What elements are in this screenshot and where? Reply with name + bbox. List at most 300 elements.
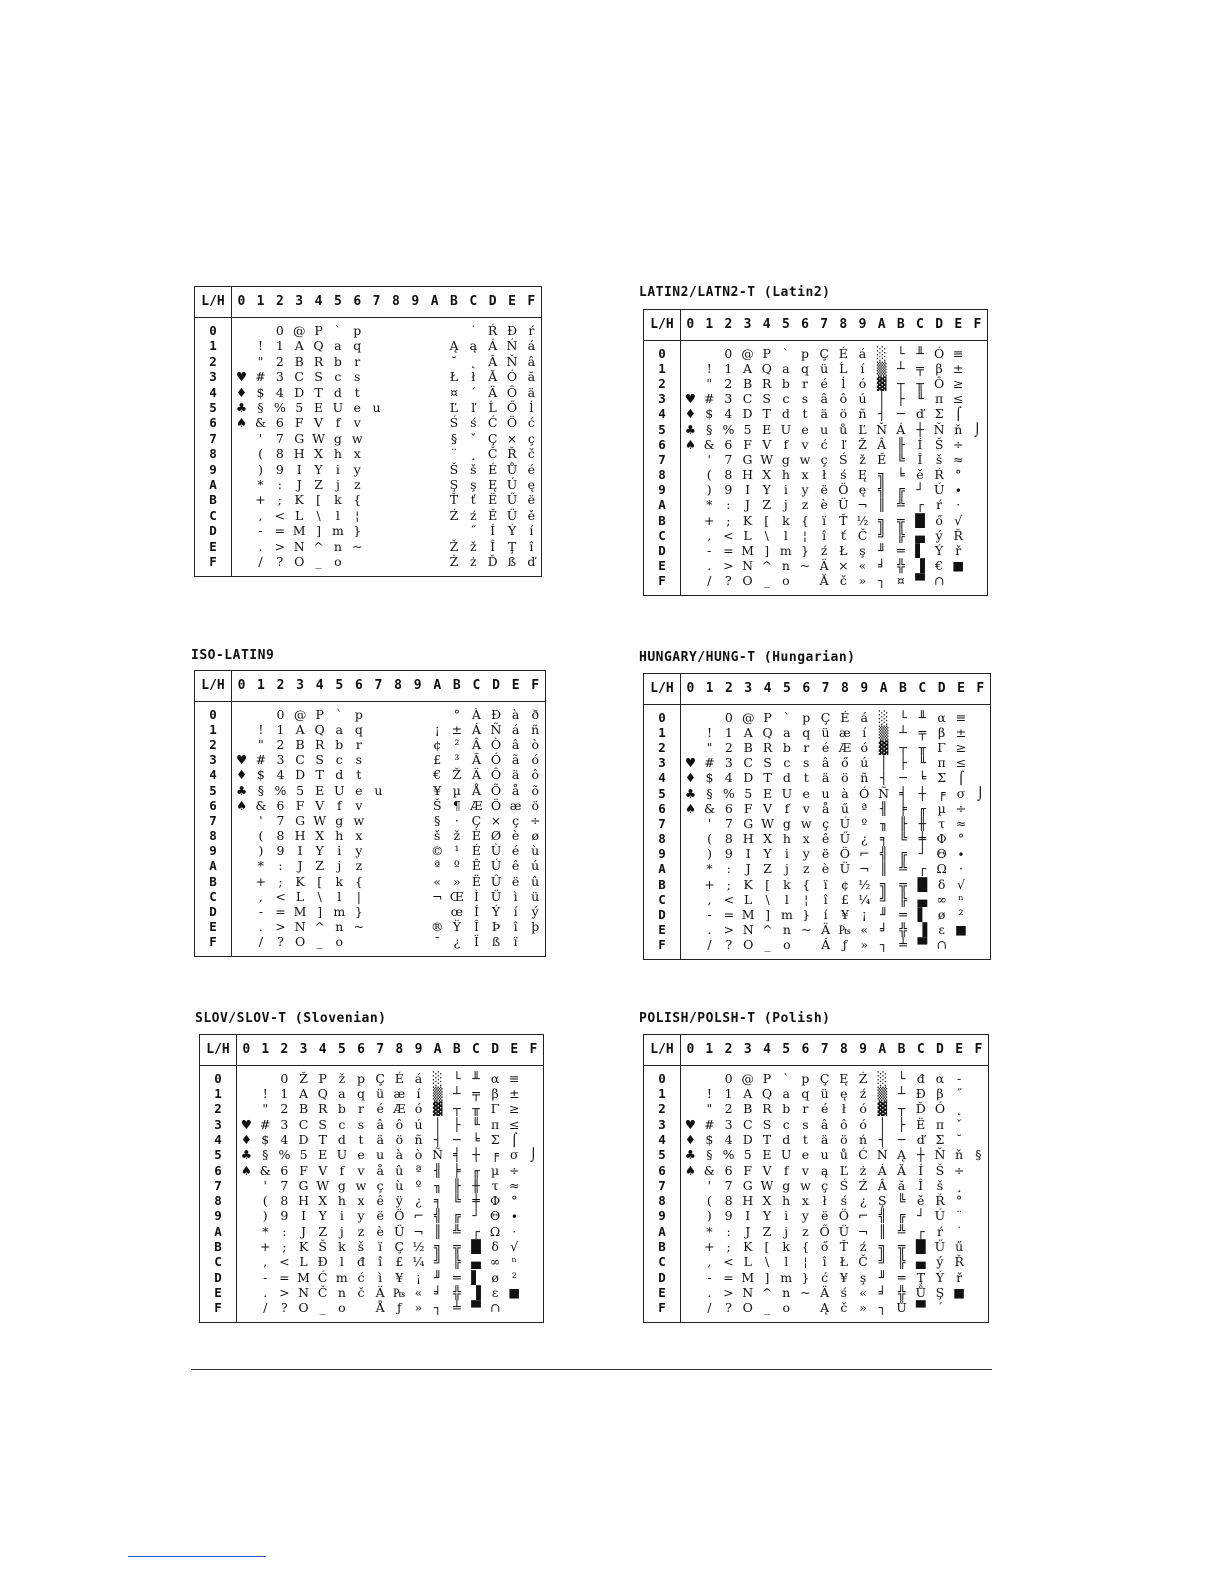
char-cell: ║ — [433, 1223, 442, 1239]
char-cell: 0 — [724, 345, 733, 361]
char-cell: r — [803, 740, 810, 756]
char-cell — [681, 362, 700, 377]
char-cell: O — [742, 573, 753, 589]
char-cell: L — [743, 527, 752, 543]
char-cell: v — [801, 436, 809, 452]
char-cell: Ñ — [878, 785, 890, 801]
char-cell: ╣ — [433, 1208, 442, 1224]
char-cell: ≡ — [955, 709, 967, 725]
char-cell: H — [742, 831, 754, 847]
char-cell — [388, 920, 408, 935]
row-label: 8 — [644, 1194, 681, 1209]
char-cell: Ø — [490, 828, 502, 844]
char-cell: Z — [314, 477, 323, 493]
char-cell: ƒ — [397, 1300, 402, 1316]
char-cell: ÷ — [953, 1162, 965, 1178]
column-header: 9 — [855, 674, 874, 704]
table-row — [644, 559, 987, 574]
row-label: 2 — [200, 1102, 237, 1117]
char-cell: ` — [783, 709, 791, 725]
char-cell — [524, 1117, 543, 1132]
char-cell: Ą — [897, 1147, 907, 1163]
char-cell: ╤ — [918, 724, 927, 740]
column-header: 8 — [835, 674, 854, 704]
char-cell: = — [723, 906, 735, 922]
char-cell: 1 — [276, 721, 285, 737]
char-cell: H — [293, 446, 305, 462]
char-cell: ç — [512, 812, 520, 828]
char-cell: t — [802, 406, 808, 422]
char-cell: © — [430, 843, 444, 859]
row-label: 1 — [195, 723, 232, 738]
char-cell: ª — [861, 800, 868, 816]
char-cell: U — [780, 421, 792, 437]
char-cell: ╕ — [879, 831, 888, 847]
char-cell: C — [295, 752, 305, 768]
char-cell: Z — [762, 1223, 772, 1239]
char-cell: ^ — [762, 922, 773, 938]
char-cell: ° — [511, 1193, 518, 1209]
char-cell — [369, 920, 389, 935]
char-cell: Ç — [394, 1238, 405, 1254]
char-cell: Q — [761, 360, 772, 376]
char-cell: ł — [822, 1193, 827, 1209]
char-cell: Y — [314, 461, 323, 477]
char-cell — [406, 524, 425, 539]
char-cell: Ť — [839, 512, 848, 528]
char-cell — [427, 708, 447, 723]
char-cell: ` — [336, 706, 343, 722]
char-cell: Ý — [491, 903, 501, 919]
char-cell: ■ — [508, 1284, 521, 1300]
char-cell: j — [783, 497, 788, 513]
char-cell: ć — [357, 1269, 365, 1285]
char-cell: č — [527, 446, 535, 462]
row-label: 6 — [195, 798, 232, 813]
char-cell: [ — [317, 873, 323, 889]
char-cell: = — [279, 1269, 290, 1285]
char-cell: í — [529, 523, 534, 539]
char-cell: π — [935, 1116, 945, 1132]
char-cell: % — [278, 1147, 291, 1163]
char-cell: Ö — [839, 846, 851, 862]
char-cell: } — [801, 542, 809, 558]
char-cell: ╫ — [918, 815, 927, 831]
char-cell: ü — [376, 1086, 385, 1102]
char-cell: ║ — [878, 1223, 887, 1239]
char-cell: ♥ — [684, 1116, 696, 1132]
char-cell: U — [780, 1147, 792, 1163]
column-header: B — [893, 674, 912, 704]
char-cell: ║ — [877, 497, 886, 513]
char-cell: @ — [741, 1070, 755, 1086]
table-row — [195, 920, 545, 935]
char-cell: ő — [935, 512, 943, 528]
row-label: 8 — [195, 447, 232, 462]
char-cell — [969, 1224, 988, 1239]
char-cell: k — [782, 512, 790, 528]
char-cell — [237, 1240, 256, 1255]
char-cell — [681, 1270, 700, 1285]
char-cell — [386, 508, 405, 523]
char-cell: ñ — [858, 406, 867, 422]
char-cell: n — [335, 919, 344, 935]
char-cell: e — [802, 785, 810, 801]
char-cell: ╚ — [899, 831, 907, 847]
char-cell: ö — [531, 797, 539, 813]
table-row — [644, 498, 987, 513]
column-header: 9 — [853, 310, 872, 340]
char-cell: V — [762, 1162, 772, 1178]
char-cell: 0 — [280, 1070, 289, 1086]
char-cell: Ď — [487, 554, 498, 570]
char-cell: ? — [277, 934, 284, 950]
char-cell: b — [335, 737, 344, 753]
char-cell: ú — [860, 755, 869, 771]
char-cell: î — [823, 891, 828, 907]
char-cell: * — [257, 858, 265, 874]
column-header: D — [483, 287, 502, 317]
column-header: A — [874, 674, 893, 704]
column-header: 0 — [681, 310, 700, 340]
char-cell: e — [353, 399, 361, 415]
table-row — [200, 1148, 543, 1163]
char-cell: Á — [488, 338, 498, 354]
char-cell: ¡ — [434, 721, 440, 737]
char-cell — [968, 559, 987, 574]
char-cell: Σ — [935, 1132, 945, 1148]
table-row — [195, 493, 541, 508]
char-cell: ' — [258, 430, 263, 446]
char-cell: ƒ — [842, 937, 848, 953]
char-cell: A — [295, 721, 305, 737]
char-cell: Ñ — [490, 721, 502, 737]
table-row — [195, 889, 545, 904]
char-cell: = — [723, 542, 734, 558]
char-cell — [367, 324, 386, 339]
char-cell: J — [301, 1223, 307, 1239]
char-cell: f — [784, 800, 790, 816]
char-cell — [425, 401, 444, 416]
char-cell — [369, 798, 389, 813]
char-cell: α — [937, 709, 946, 725]
char-cell: ⌠ — [955, 406, 962, 422]
char-cell: h — [782, 831, 791, 847]
char-cell: é — [821, 740, 830, 756]
char-cell: & — [703, 436, 715, 452]
char-cell: ¢ — [840, 876, 849, 892]
row-label: F — [644, 574, 681, 589]
char-cell: Ý — [934, 542, 944, 558]
char-cell — [386, 478, 405, 493]
char-cell: ╛ — [877, 558, 886, 574]
column-header: 3 — [294, 1035, 313, 1065]
char-cell: ┘ — [918, 846, 927, 862]
column-header: F — [969, 1035, 988, 1065]
char-cell: ∙ — [957, 846, 965, 862]
char-cell — [369, 814, 389, 829]
char-cell: * — [706, 861, 713, 877]
char-cell: ® — [430, 919, 444, 935]
char-cell: Φ — [489, 1193, 501, 1209]
char-cell: ü — [820, 360, 829, 376]
caption-iso-latin9: ISO-LATIN9 — [191, 648, 275, 663]
char-cell: ö — [839, 406, 848, 422]
char-cell: ╒ — [491, 1147, 499, 1163]
table-row — [200, 1087, 543, 1102]
char-cell: ç — [821, 1177, 829, 1193]
char-cell: H — [742, 1193, 754, 1209]
char-cell: ▓ — [876, 376, 887, 392]
char-cell: d — [782, 1132, 791, 1148]
char-cell: Í — [917, 436, 923, 452]
table-row — [644, 437, 987, 452]
char-cell: ■ — [952, 558, 965, 574]
char-cell: ; — [282, 1238, 287, 1254]
row-label: C — [200, 1255, 237, 1270]
char-cell: % — [722, 421, 735, 437]
char-cell: f — [339, 1162, 345, 1178]
char-cell: ╨ — [472, 1070, 480, 1086]
char-cell: ▀ — [917, 937, 928, 953]
char-cell — [968, 392, 987, 407]
char-cell: æ — [509, 797, 522, 813]
char-cell: V — [763, 800, 773, 816]
char-cell: á — [527, 338, 536, 354]
char-cell: m — [780, 1269, 793, 1285]
column-header: F — [968, 310, 987, 340]
char-cell: Â — [488, 353, 498, 369]
char-cell — [369, 935, 389, 950]
char-cell: 5 — [744, 785, 753, 801]
char-cell: ) — [706, 1208, 712, 1224]
char-cell: ě — [917, 1193, 925, 1209]
char-cell: * — [262, 1223, 269, 1239]
char-cell — [681, 1209, 700, 1224]
char-cell: e — [355, 782, 363, 798]
char-cell: í — [862, 724, 867, 740]
char-cell — [232, 524, 251, 539]
char-cell: p — [801, 1070, 810, 1086]
column-header: 3 — [739, 674, 758, 704]
char-cell: å — [511, 782, 520, 798]
char-cell — [386, 462, 405, 477]
char-cell: # — [255, 752, 267, 768]
char-cell: R — [313, 353, 324, 369]
char-cell: H — [742, 467, 753, 483]
char-cell — [971, 832, 990, 847]
table-row — [644, 528, 987, 543]
table-row — [200, 1255, 543, 1270]
char-cell: ε — [938, 922, 945, 938]
char-cell: § — [434, 812, 441, 828]
char-cell — [681, 377, 700, 392]
char-cell: ░ — [878, 709, 889, 725]
charset-table-iso-latin9 — [194, 670, 546, 957]
table-row — [195, 708, 545, 723]
char-cell: ° — [957, 831, 965, 847]
char-cell — [425, 447, 444, 462]
char-cell: 1 — [724, 724, 733, 740]
char-cell: Ŕ — [487, 322, 498, 338]
char-cell: ² — [958, 906, 964, 922]
char-cell — [406, 478, 425, 493]
char-cell — [367, 354, 386, 369]
column-header: 6 — [349, 671, 369, 701]
row-label: 9 — [200, 1209, 237, 1224]
char-cell: Y — [315, 843, 324, 859]
char-cell: ⁿ — [511, 1254, 517, 1270]
char-cell: - — [707, 542, 712, 558]
char-cell: T — [314, 384, 323, 400]
char-cell: ╢ — [879, 800, 888, 816]
char-cell: Þ — [491, 919, 501, 935]
char-cell: A — [743, 1086, 753, 1102]
char-cell: j — [784, 861, 789, 877]
char-cell: Ď — [915, 1101, 926, 1117]
char-cell: ╠ — [897, 527, 905, 543]
char-cell — [968, 528, 987, 543]
char-cell: X — [762, 1193, 772, 1209]
char-cell: : — [278, 858, 283, 874]
char-cell: ▄ — [915, 527, 925, 543]
char-cell: ß — [507, 554, 517, 570]
column-header: 7 — [371, 1035, 390, 1065]
column-header: 3 — [738, 310, 757, 340]
char-cell: ├ — [899, 755, 907, 771]
char-cell: * — [706, 1223, 713, 1239]
char-cell: ! — [258, 338, 264, 354]
row-label: 5 — [644, 1148, 681, 1163]
char-cell: ů — [839, 421, 848, 437]
char-cell — [388, 935, 408, 950]
char-cell: ┐ — [433, 1300, 442, 1316]
char-cell: ╡ — [453, 1147, 461, 1163]
char-cell: ─ — [897, 1132, 906, 1148]
table-row — [644, 544, 987, 559]
char-cell: ╫ — [472, 1177, 480, 1193]
char-cell: i — [784, 846, 789, 862]
char-cell: ♥ — [240, 1116, 252, 1132]
char-cell: 7 — [724, 1177, 733, 1193]
char-cell — [681, 544, 700, 559]
char-cell: E — [762, 785, 773, 801]
char-cell: ś — [840, 1193, 848, 1209]
char-cell — [386, 385, 405, 400]
row-label: B — [644, 1240, 681, 1255]
char-cell: E — [762, 421, 772, 437]
char-cell: ¼ — [412, 1254, 425, 1270]
char-cell: Ï — [473, 934, 479, 950]
char-cell: v — [357, 1162, 365, 1178]
char-cell: î — [822, 1254, 827, 1270]
char-cell: w — [351, 430, 363, 446]
char-cell: i — [783, 482, 788, 498]
char-cell: c — [782, 391, 790, 407]
char-cell — [237, 1178, 256, 1193]
char-cell: B — [742, 376, 753, 392]
char-cell: o — [783, 937, 791, 953]
char-cell: ˛ — [956, 1101, 963, 1117]
char-cell: ù — [395, 1177, 404, 1193]
char-cell — [232, 738, 252, 753]
char-cell: └ — [899, 709, 907, 725]
char-cell: ╘ — [918, 770, 927, 786]
char-cell: & — [703, 800, 716, 816]
char-cell — [949, 574, 968, 589]
char-cell: g — [781, 451, 790, 467]
char-cell — [388, 829, 408, 844]
char-cell: ♦ — [684, 1132, 696, 1148]
column-header: 2 — [719, 310, 738, 340]
char-cell: S — [762, 1116, 772, 1132]
char-cell: q — [357, 1086, 366, 1102]
char-cell — [367, 539, 386, 554]
row-label: 5 — [195, 401, 232, 416]
char-cell: x — [355, 828, 363, 844]
char-cell: ? — [725, 937, 733, 953]
char-cell: δ — [937, 876, 946, 892]
column-header: 0 — [237, 1035, 256, 1065]
char-cell: < — [723, 527, 734, 543]
column-header: 1 — [700, 1035, 719, 1065]
char-cell: ♠ — [684, 800, 697, 816]
char-cell: Φ — [936, 831, 947, 847]
char-cell: œ — [450, 903, 464, 919]
row-label: B — [644, 877, 681, 892]
char-cell: R — [314, 737, 325, 753]
char-cell: Y — [762, 1208, 772, 1224]
char-cell: ╬ — [897, 558, 905, 574]
char-cell: ♥ — [684, 391, 696, 407]
char-cell: √ — [957, 876, 965, 892]
char-cell: · — [512, 1223, 517, 1239]
char-cell: è — [376, 1223, 384, 1239]
char-cell: 5 — [299, 1147, 308, 1163]
row-label: 4 — [195, 385, 232, 400]
char-cell: ╪ — [472, 1193, 480, 1209]
char-cell: ż — [470, 554, 477, 570]
char-cell — [388, 753, 408, 768]
char-cell: { — [353, 492, 362, 508]
column-header: D — [486, 671, 506, 701]
char-cell: z — [353, 477, 361, 493]
char-cell: D — [298, 1132, 309, 1148]
char-cell: w — [353, 812, 365, 828]
char-cell: D — [295, 767, 306, 783]
char-cell: ż — [859, 1162, 867, 1178]
char-cell: x — [353, 446, 361, 462]
char-cell: Θ — [936, 846, 947, 862]
char-cell: ° — [955, 467, 962, 483]
footer-link-underline[interactable] — [128, 1556, 266, 1557]
char-cell: ò — [414, 1147, 423, 1163]
table-row — [644, 817, 990, 832]
char-cell: Á — [471, 721, 481, 737]
char-cell — [406, 401, 425, 416]
char-cell: , — [707, 1254, 712, 1270]
char-cell: P — [762, 345, 771, 361]
char-cell — [524, 1178, 543, 1193]
char-cell: I — [745, 482, 751, 498]
column-header: F — [522, 287, 541, 317]
char-cell: Ô — [506, 384, 518, 400]
caption-latin2: LATIN2/LATN2-T (Latin2) — [639, 285, 831, 300]
char-cell: { — [802, 876, 811, 892]
char-cell — [681, 347, 700, 362]
char-cell: Ù — [490, 843, 502, 859]
char-cell: ^ — [761, 1284, 773, 1300]
